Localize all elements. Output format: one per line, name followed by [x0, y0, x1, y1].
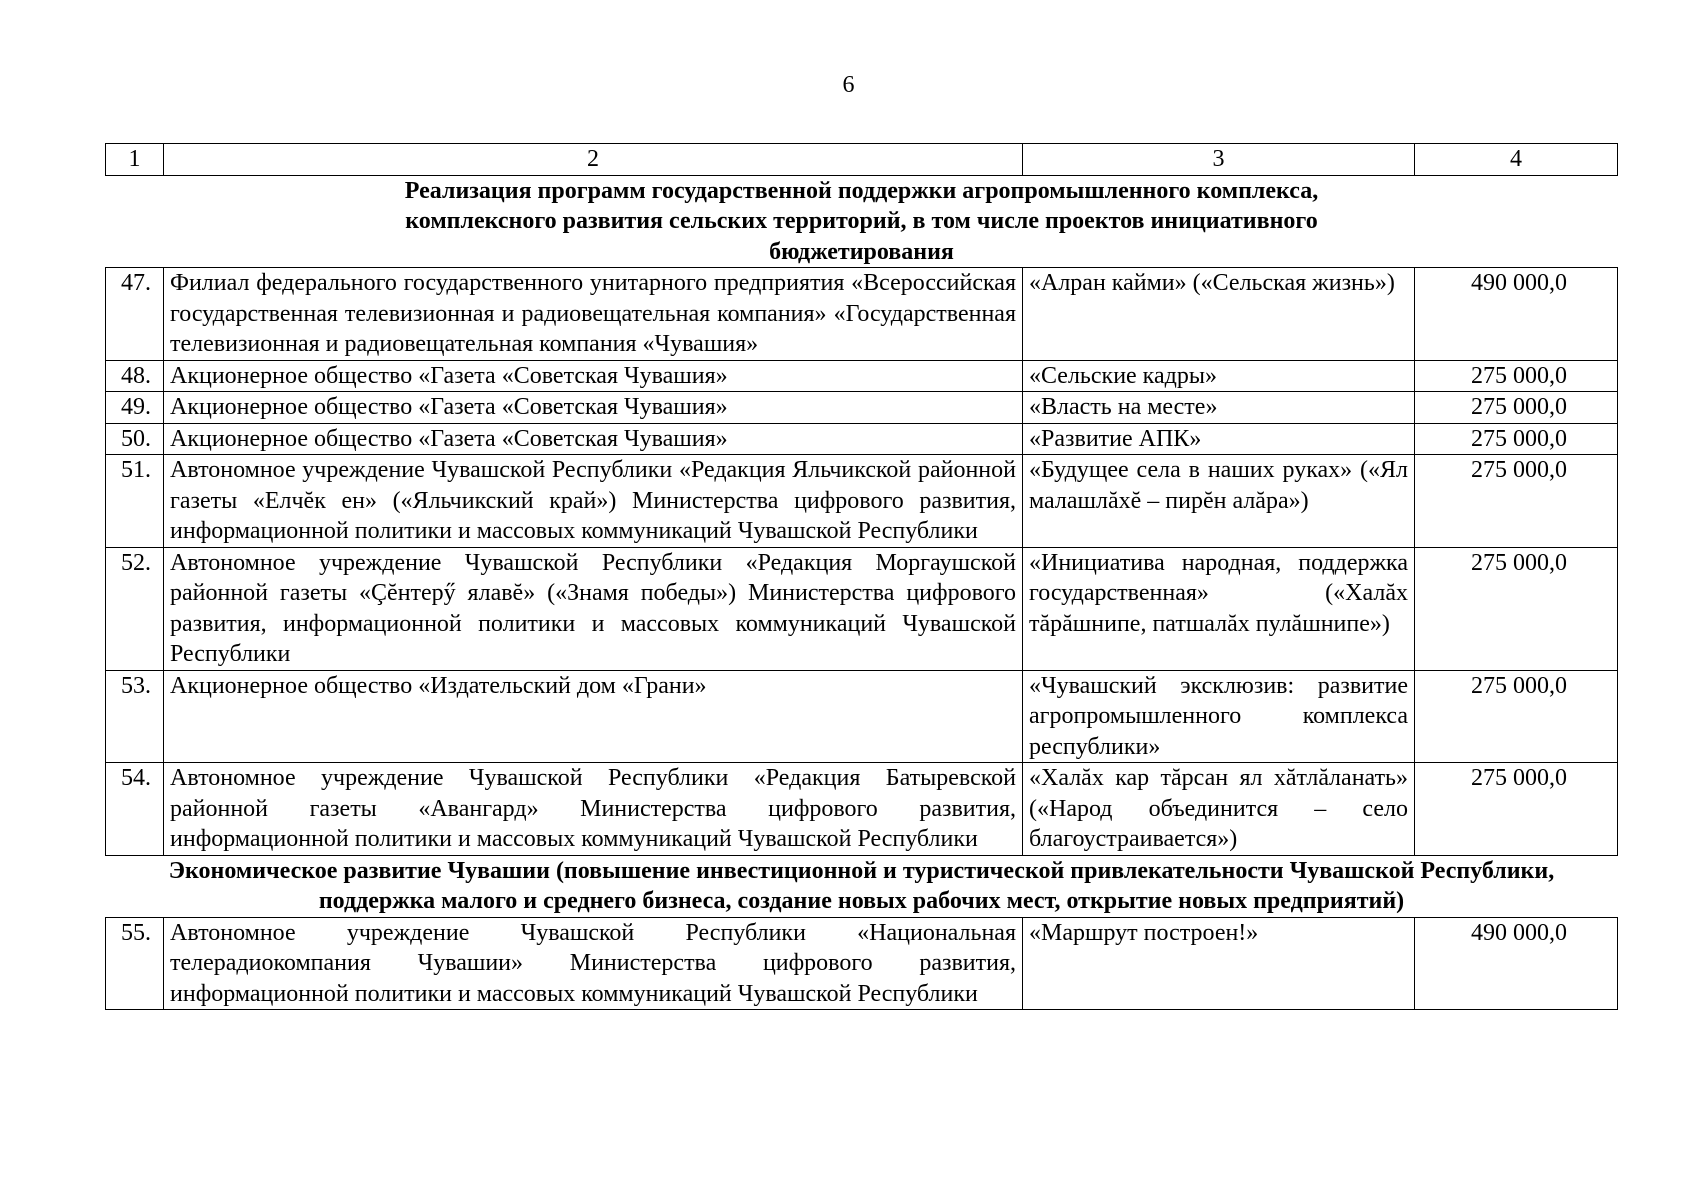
- page-number: 6: [842, 72, 855, 98]
- section-heading: Реализация программ государственной поддержки агропромышленного комплекса, комплексного развития сельских территорий, в том числе проектов инициативного бюджетирования: [106, 175, 1618, 268]
- row-number: 49.: [106, 392, 164, 424]
- organization-cell: Филиал федерального государственного унитарного предприятия «Всероссийская государственная телевизионная и радиовещательная компания» «Государственная телевизионная и радиовещательная компания «Чувашия»: [164, 268, 1023, 361]
- project-cell: «Алран кайми» («Сельская жизнь»): [1023, 268, 1415, 361]
- column-header-2: 2: [164, 144, 1023, 176]
- table-row: [106, 360, 1618, 392]
- section-heading-row: [106, 855, 1618, 917]
- section-heading-row: [106, 175, 1618, 268]
- row-number: 53.: [106, 670, 164, 763]
- row-number: 52.: [106, 547, 164, 670]
- amount-cell: 275 000,0: [1415, 360, 1618, 392]
- table-row: [106, 423, 1618, 455]
- table-row: [106, 392, 1618, 424]
- project-cell: «Халăх кар тăрсан ял хăтлăланать» («Народ объединится – село благоустраивается»): [1023, 763, 1415, 856]
- column-header-1: 1: [106, 144, 164, 176]
- column-header-3: 3: [1023, 144, 1415, 176]
- funding-table: [105, 143, 1618, 1010]
- amount-cell: 275 000,0: [1415, 547, 1618, 670]
- organization-cell: Акционерное общество «Газета «Советская Чувашия»: [164, 392, 1023, 424]
- organization-cell: Акционерное общество «Газета «Советская Чувашия»: [164, 360, 1023, 392]
- organization-cell: Акционерное общество «Газета «Советская Чувашия»: [164, 423, 1023, 455]
- project-cell: «Инициатива народная, поддержка государственная» («Халăх тăрăшнипе, патшалăх пулăшнипе»): [1023, 547, 1415, 670]
- row-number: 51.: [106, 455, 164, 548]
- project-cell: «Власть на месте»: [1023, 392, 1415, 424]
- project-cell: «Будущее села в наших руках» («Ял малашлăхĕ – пирĕн алăра»): [1023, 455, 1415, 548]
- row-number: 48.: [106, 360, 164, 392]
- row-number: 55.: [106, 917, 164, 1010]
- amount-cell: 275 000,0: [1415, 670, 1618, 763]
- table-row: [106, 268, 1618, 361]
- organization-cell: Автономное учреждение Чувашской Республики «Редакция Яльчикской районной газеты «Елчĕк ен» («Яльчикский край») Министерства цифрового развития, информационной политики и массовых коммуникаций Чувашской Республики: [164, 455, 1023, 548]
- table-row: [106, 455, 1618, 548]
- project-cell: «Развитие АПК»: [1023, 423, 1415, 455]
- amount-cell: 490 000,0: [1415, 917, 1618, 1010]
- table-row: [106, 670, 1618, 763]
- table-row: [106, 763, 1618, 856]
- amount-cell: 275 000,0: [1415, 763, 1618, 856]
- organization-cell: Акционерное общество «Издательский дом «Грани»: [164, 670, 1023, 763]
- organization-cell: Автономное учреждение Чувашской Республики «Редакция Батыревской районной газеты «Авангард» Министерства цифрового развития, информационной политики и массовых коммуникаций Чувашской Республики: [164, 763, 1023, 856]
- column-header-4: 4: [1415, 144, 1618, 176]
- amount-cell: 275 000,0: [1415, 392, 1618, 424]
- organization-cell: Автономное учреждение Чувашской Республики «Редакция Моргаушской районной газеты «Çĕнтерӳ ялавĕ» («Знамя победы») Министерства цифрового развития, информационной политики и массовых коммуникаций Чувашской Республики: [164, 547, 1023, 670]
- amount-cell: 490 000,0: [1415, 268, 1618, 361]
- row-number: 47.: [106, 268, 164, 361]
- row-number: 50.: [106, 423, 164, 455]
- table-row: [106, 547, 1618, 670]
- amount-cell: 275 000,0: [1415, 423, 1618, 455]
- project-cell: «Маршрут построен!»: [1023, 917, 1415, 1010]
- project-cell: «Чувашский эксклюзив: развитие агропромышленного комплекса республики»: [1023, 670, 1415, 763]
- column-header-row: [106, 144, 1618, 176]
- organization-cell: Автономное учреждение Чувашской Республики «Национальная телерадиокомпания Чувашии» Министерства цифрового развития, информационной политики и массовых коммуникаций Чувашской Республики: [164, 917, 1023, 1010]
- project-cell: «Сельские кадры»: [1023, 360, 1415, 392]
- table-row: [106, 917, 1618, 1010]
- row-number: 54.: [106, 763, 164, 856]
- amount-cell: 275 000,0: [1415, 455, 1618, 548]
- section-heading: Экономическое развитие Чувашии (повышение инвестиционной и туристической привлекательности Чувашской Республики, поддержка малого и среднего бизнеса, создание новых рабочих мест, открытие новых предприятий): [106, 855, 1618, 917]
